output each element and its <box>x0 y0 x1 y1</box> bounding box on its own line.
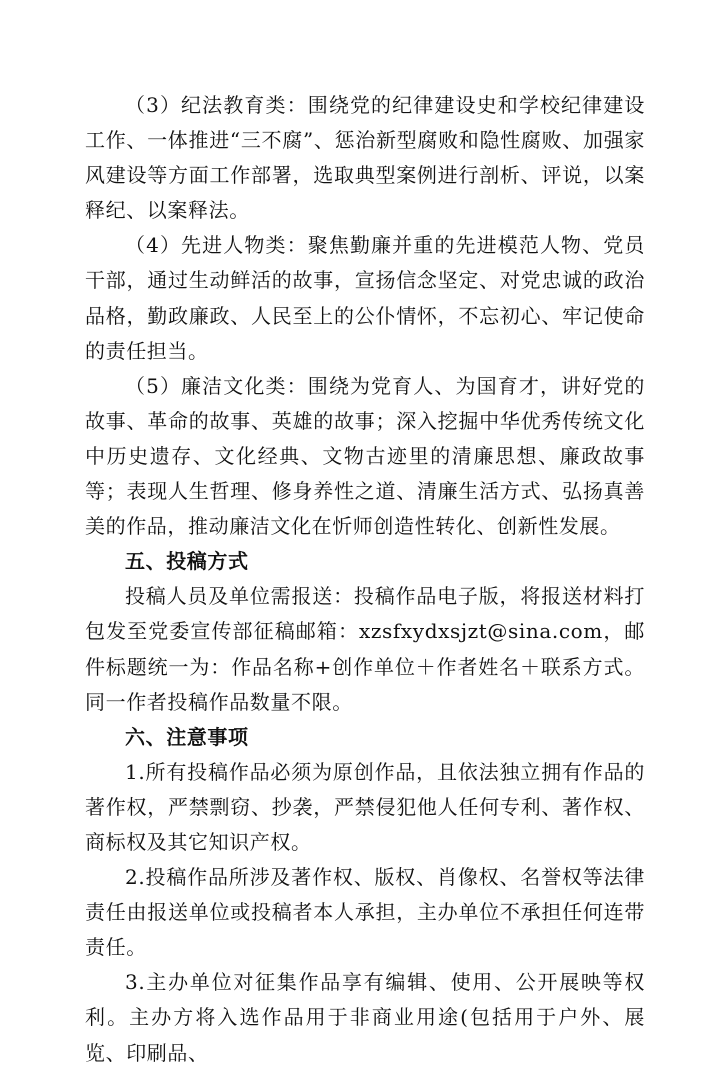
paragraph-note-3: 3.主办单位对征集作品享有编辑、使用、公开展映等权利。主办方将入选作品用于非商业用途(包括用于户外、展览、印刷品、 <box>85 970 645 1065</box>
section-heading-notes: 六、注意事项 <box>125 724 249 749</box>
paragraph-note-2: 2.投稿作品所涉及著作权、版权、肖像权、名誉权等法律责任由报送单位或投稿者本人承担，主办单位不承担任何连带责任。 <box>85 865 645 960</box>
paragraph-note-1: 1.所有投稿作品必须为原创作品，且依法独立拥有作品的著作权，严禁剽窃、抄袭，严禁侵犯他人任何专利、著作权、商标权及其它知识产权。 <box>85 759 645 854</box>
document-page <box>85 88 645 1071</box>
paragraph-integrity-culture: （5）廉洁文化类：围绕为党育人、为国育才，讲好党的故事、革命的故事、英雄的故事；深入挖掘中华优秀传统文化中历史遗存、文化经典、文物古迹里的清廉思想、廉政故事等；表现人生哲理、修身养性之道、清廉生活方式、弘扬真善美的作品，推动廉洁文化在忻师创造性转化、创新性发展。 <box>85 373 645 539</box>
paragraph-submission-method: 投稿人员及单位需报送：投稿作品电子版，将报送材料打包发至党委宣传部征稿邮箱：xzsfxydxsjzt@sina.com，邮件标题统一为：作品名称+创作单位＋作者姓名＋联系方式。同一作者投稿作品数量不限。 <box>85 584 645 714</box>
paragraph-advanced-figures: （4）先进人物类：聚焦勤廉并重的先进模范人物、党员干部，通过生动鲜活的故事，宣扬信念坚定、对党忠诚的政治品格，勤政廉政、人民至上的公仆情怀，不忘初心、牢记使命的责任担当。 <box>85 233 645 363</box>
paragraph-discipline-education: （3）纪法教育类：围绕党的纪律建设史和学校纪律建设工作、一体推进“三不腐”、惩治新型腐败和隐性腐败、加强家风建设等方面工作部署，选取典型案例进行剖析、评说，以案释纪、以案释法。 <box>85 93 645 223</box>
section-heading-submission-method: 五、投稿方式 <box>125 549 249 574</box>
